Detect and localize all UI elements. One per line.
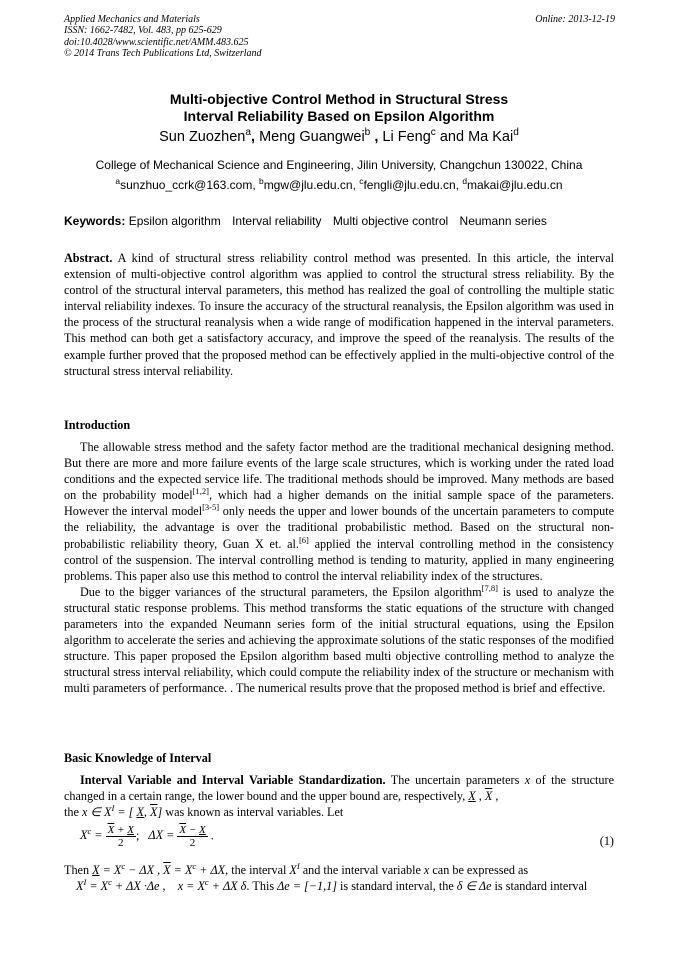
text-run: Due to the bigger variances of the structural parameters, the Epsilon algorithm [80,584,482,599]
text-run: is standard interval, the [336,879,457,894]
math-x: x [524,773,531,787]
math-interval-def: x ∈ $X^I$ = [ X, $\overline{X}$] [81,803,163,820]
equation-number: (1) [599,834,614,848]
author [259,129,370,145]
basic-paragraph: Interval Variable and Interval Variable Standardization. The uncertain parameters x of the structure changed in a certain range, the lower bound and the upper bound are, respectively, X , $\overline{X}$ , [64,773,614,804]
author-mark: d [513,127,519,139]
eq-frac-rad: $\frac{\overline{X} - X}{2}$ [179,824,206,849]
keyword: Neumann series [459,214,547,228]
journal-header [64,14,262,60]
eq-dx: ΔX = [148,828,175,843]
abstract-text: A kind of structural stress reliability control method was presented. In this article, the interval extension of multi-objective control algorithm was applied to control the structural stress reliability. By the control of the structural interval parameters, this method has realized the goal of controlling the multiple static interval reliability indexes. To insure the accuracy of the structural reanalysis, the Epsilon algorithm was used in the process of the structural reanalysis when a wide range of modification happened in the interval parameters. This method can both get a satisfactory accuracy, and improve the speed of the reanalysis. The results of the example further proved that the proposed method can be effectively applied in the multi-objective control of the structural stress interval reliability. [64,251,614,378]
author-name: Li Feng [382,129,431,145]
math-xi: $X^I$ [289,860,300,877]
eq-frac-mid: $\frac{\overline{X} + X}{2}$ [107,824,134,849]
title-line-2: Interval Reliability Based on Epsilon Algorithm [183,108,495,124]
author [159,129,251,145]
text-run: is used to analyze the structural static response problems. This method transforms the static equations of the structure with changed parameters into the expanded Neumann series form of the initial structural equations, using the Epsilon algorithm to accelerate the series and achieving the approximate solutions of the static responses of the modified structure. This paper proposed the Epsilon algorithm based multi objective controlling method to analyze the structural stress interval reliability, which could compute the reliability index of the structure or mechanism with multi parameters of performance. . The numerical results prove that the proposed method is brief and effective. [64,584,614,696]
text-run: was known as interval variables. Let [162,805,344,820]
citation: [1,2] [192,486,209,497]
math-delta-in: δ ∈ Δe [456,879,492,894]
text-run: , which had a higher demands on the initial sample space of the parameters. However the interval model [64,488,614,519]
copyright-line: © 2014 Trans Tech Publications Ltd, Switzerland [64,48,262,60]
issn-line: ISSN: 1662-7482, Vol. 483, pp 625-629 [64,25,222,37]
keyword: Multi objective control [332,214,449,228]
citation: [3-5] [202,502,220,513]
math-bounds: $X = X^c - \Delta X$ , $\overline{X} = X^c + \Delta X$ [92,860,226,877]
email-address: mgw@jlu.edu.cn, [263,178,360,192]
author-mark: b [364,127,371,139]
author-sep: , [251,129,260,145]
affiliation: College of Mechanical Science and Engineering, Jilin University, Changchun 130022, China [95,158,583,172]
text-run: and the interval variable [299,863,424,877]
intro-paragraph-2 [64,584,614,697]
author-mark: c [430,127,436,139]
journal-name: Applied Mechanics and Materials [64,14,200,25]
author-mark: a [245,127,252,139]
email-list [64,178,614,192]
text-run: of the structure changed in a certain range, the lower bound and the upper bound are, respectively, [64,773,614,804]
keywords-label: Keywords: [64,214,126,228]
text-run: , the interval [225,863,290,877]
eq-xc: $X^c$ = [80,826,103,843]
basic-paragraph-cont [64,804,614,820]
text-run: Then [64,863,93,877]
email-address: sunzhuo_ccrk@163.com, [120,178,260,192]
text-run: the [64,805,82,820]
text-run: can be expressed as [429,863,529,877]
this-line [64,878,614,894]
email-mark: c [359,176,364,186]
math-delta-e: Δe = [−1,1] [277,879,337,894]
keyword: Interval reliability [232,214,322,228]
paper-title [64,91,614,125]
doi-line: doi:10.4028/www.scientific.net/AMM.483.625 [64,36,249,48]
text-run: only needs the upper and lower bounds of the uncertain parameters to compute the reliability, the advantage is over the traditional probabilistic method. Based on the structural non-probabilistic reliability theory, Guan X et. al. [64,504,614,551]
keyword: Epsilon algorithm [128,214,221,228]
author [382,129,435,145]
equation-1: $X^c$ = $\frac{\overline{X} + X}{2}$ ; ΔX = $\frac{\overline{X} - X}{2}$ . (1) [80,824,614,849]
author-name: Meng Guangwei [259,129,365,145]
subheading: Interval Variable and Interval Variable Standardization. [80,773,386,787]
then-line [64,862,614,878]
text-run: The uncertain parameters [385,773,525,787]
basic-body-2 [64,862,614,894]
email-address: makai@jlu.edu.cn [467,178,563,192]
author-sep: and [435,129,469,145]
text-run: applied the interval controlling method in the consistency control of the suspension. The interval controlling method is tending to maturity, applied in many engineering problems. This paper also use this method to control the interval reliability index of the structures. [64,536,614,583]
text-run: The allowable stress method and the safety factor method are the traditional mechanical designing method. But there are more and more failure events of the large scale structures, which is working under the rated load conditions and the expected service life. The traditional methods should be improved. Many methods are based on the probability model [64,440,614,503]
abstract-label: Abstract. [64,251,113,265]
email-address: fengli@jlu.edu.cn, [363,178,463,192]
keywords [64,214,616,228]
email-mark: d [462,176,468,186]
intro-paragraph-1 [64,439,614,584]
basic-knowledge-heading: Basic Knowledge of Interval [64,751,212,765]
title-line-1: Multi-objective Control Method in Structural Stress [169,91,509,107]
math-x-upper: $\overline{X}$ [484,789,493,804]
text-run: is standard interval [491,879,588,894]
basic-knowledge-body [64,772,614,820]
author-sep: , [370,129,383,145]
math-std: $X^I = X^c + \Delta X \cdot\Delta e$ , $x = X^c + \Delta X$ δ [76,877,247,894]
email-mark: b [259,176,264,186]
author-list [64,129,614,145]
abstract [64,250,614,379]
text-run: . This [246,879,278,894]
online-date: Online: 2013-12-19 [535,14,615,25]
citation: [6] [298,534,309,545]
citation: [7,8] [481,582,498,593]
introduction-heading: Introduction [64,418,131,432]
introduction-body [64,439,614,697]
math-x2: x [423,863,430,877]
author-name: Ma Kai [468,129,514,145]
author [468,129,519,145]
math-x-lower: X [468,789,476,804]
email-mark: a [115,176,121,186]
author-name: Sun Zuozhen [159,129,246,145]
